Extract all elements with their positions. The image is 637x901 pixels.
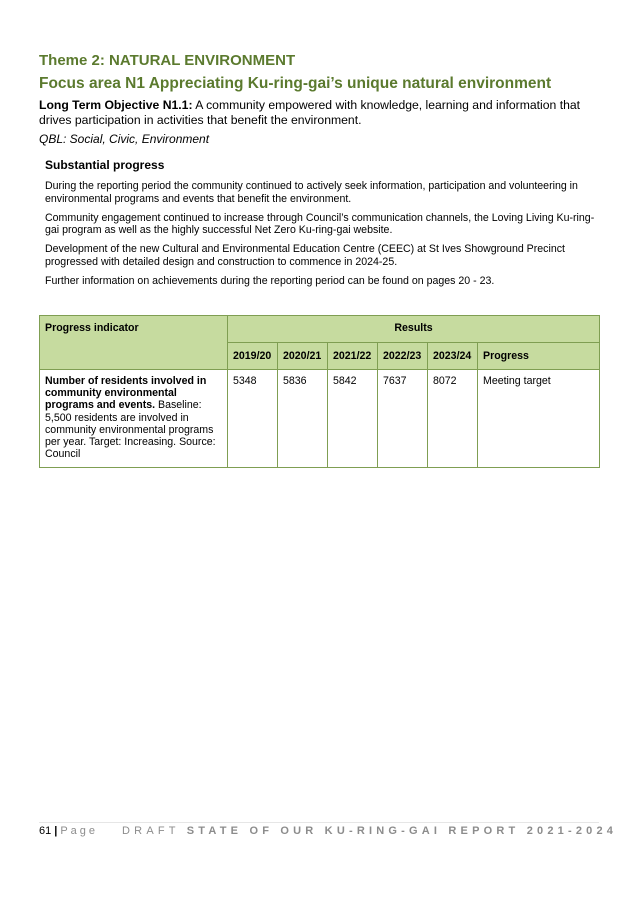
header-progress-indicator: Progress indicator [40, 316, 228, 370]
page-number: 61 [39, 825, 52, 837]
status-paragraph: Development of the new Cultural and Environmental Education Centre (CEEC) at St Ives Showground Precinct progressed with detailed design and construction to commence in 2024-25. [45, 243, 565, 268]
objective-text: A community empowered with knowledge, learning and information that drives participation in activities that benefit the environment. [39, 98, 581, 127]
status-heading: Substantial progress [45, 158, 165, 172]
status-paragraph: During the reporting period the community continued to actively seek information, participation and volunteering in environmental programs and events that benefit the environment. [45, 180, 578, 205]
focus-area-title: Focus area N1 Appreciating Ku-ring-gai’s unique natural environment [39, 75, 552, 92]
header-results: Results [228, 316, 600, 343]
header-year: 2023/24 [428, 343, 478, 370]
indicator-cell [40, 370, 228, 468]
result-value: 8072 [428, 370, 478, 468]
theme-title: Theme 2: NATURAL ENVIRONMENT [39, 52, 296, 69]
report-title [122, 825, 617, 837]
result-value: 5836 [278, 370, 328, 468]
report-prefix: DRAFT [122, 825, 180, 837]
qbl-text: QBL: Social, Civic, Environment [39, 132, 210, 146]
objective-label: Long Term Objective N1.1: [39, 98, 193, 112]
footer-separator: | [54, 825, 58, 837]
table-row [40, 370, 600, 468]
page-footer [39, 822, 618, 837]
header-progress: Progress [478, 343, 600, 370]
progress-value: Meeting target [478, 370, 600, 468]
report-name: STATE OF OUR KU-RING-GAI REPORT 2021-2024 [186, 825, 618, 837]
indicator-title: Number of residents involved in community environmental programs and events. [45, 375, 207, 412]
header-year: 2022/23 [378, 343, 428, 370]
indicator-details: Baseline: 5,500 residents are involved in community environmental programs per year. Target: Increasing. Source: Council [45, 399, 216, 461]
status-paragraph: Community engagement continued to increase through Council’s communication channels, the Loving Living Ku-ring-gai program as well as the highly successful Net Zero Ku-ring-gai website. [45, 211, 595, 237]
result-value: 7637 [378, 370, 428, 468]
header-year: 2019/20 [228, 343, 278, 370]
progress-indicator-table [39, 315, 600, 468]
result-value: 5842 [328, 370, 378, 468]
status-paragraph: Further information on achievements during the reporting period can be found on pages 20 - 23. [45, 274, 495, 287]
header-year: 2020/21 [278, 343, 328, 370]
progress-status-block [45, 158, 601, 294]
long-term-objective [39, 98, 605, 127]
header-year: 2021/22 [328, 343, 378, 370]
page-label: Page [60, 825, 99, 837]
result-value: 5348 [228, 370, 278, 468]
